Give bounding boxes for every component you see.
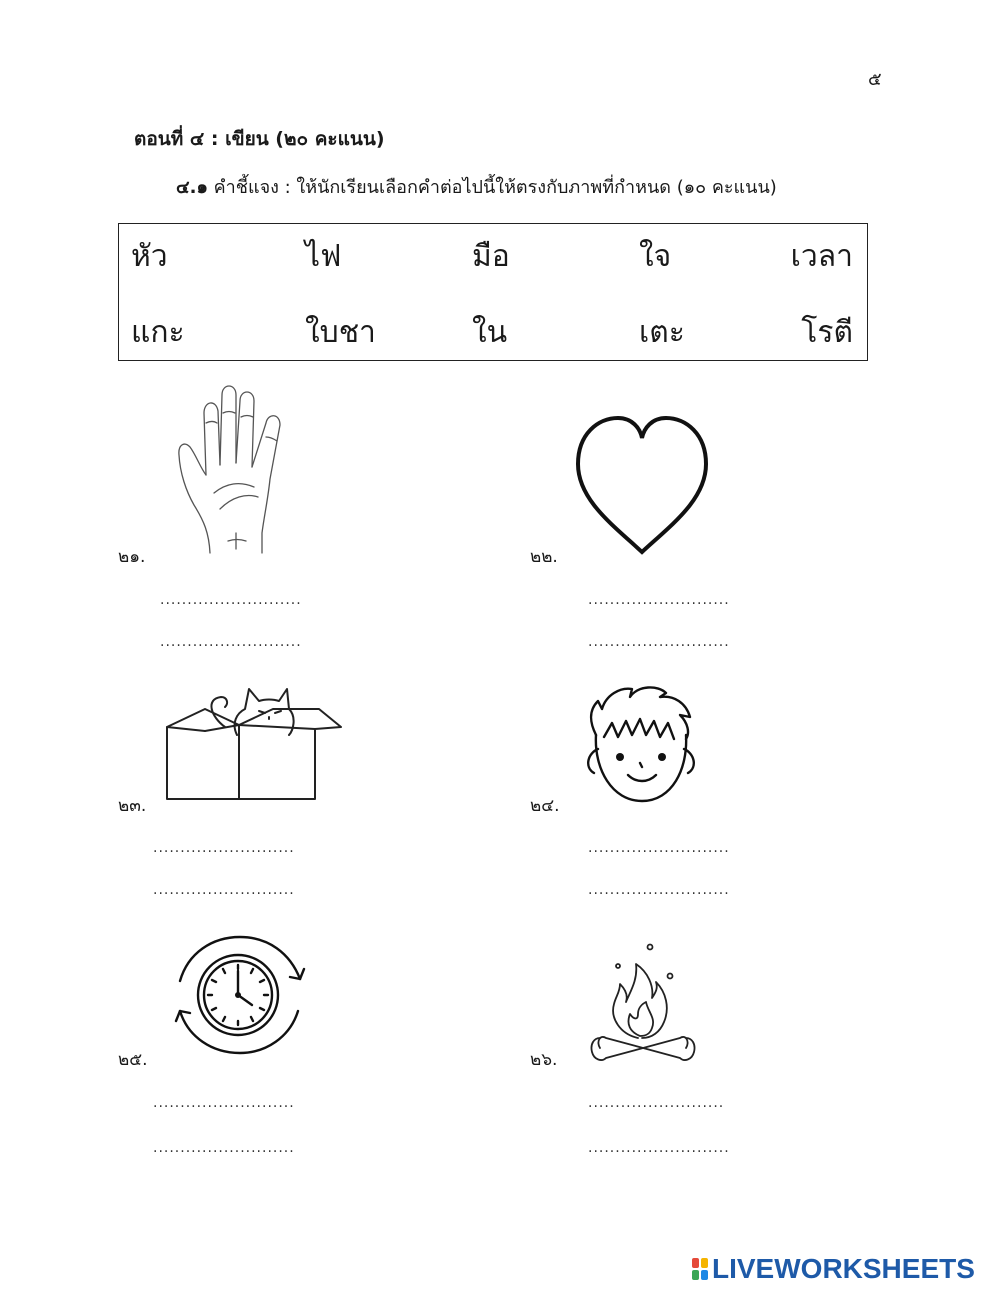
hand-icon bbox=[176, 383, 291, 555]
answer-blank[interactable]: ......................... bbox=[588, 1095, 725, 1111]
word-bank-item[interactable]: ใจ bbox=[639, 239, 672, 274]
word-bank bbox=[118, 223, 868, 361]
section-title: ตอนที่ ๔ : เขียน (๒๐ คะแนน) bbox=[134, 128, 385, 150]
clock-icon bbox=[172, 933, 307, 1058]
cat-in-box-icon bbox=[165, 679, 343, 801]
word-bank-item[interactable]: ใน bbox=[472, 315, 508, 350]
word-bank-item[interactable]: แกะ bbox=[131, 315, 185, 350]
question-number: ๒๖. bbox=[530, 1050, 558, 1070]
answer-blank[interactable]: .......................... bbox=[153, 840, 295, 856]
campfire-icon bbox=[590, 942, 696, 1064]
question-number: ๒๑. bbox=[118, 547, 146, 567]
word-bank-item[interactable]: เวลา bbox=[790, 239, 853, 274]
answer-blank[interactable]: .......................... bbox=[588, 840, 730, 856]
page-number: ๕ bbox=[868, 69, 882, 90]
answer-blank[interactable]: .......................... bbox=[153, 1095, 295, 1111]
word-bank-item[interactable]: ใบชา bbox=[305, 315, 376, 350]
question-number: ๒๒. bbox=[530, 547, 558, 567]
answer-blank[interactable]: .......................... bbox=[588, 592, 730, 608]
instruction-text: คำชี้แจง : ให้นักเรียนเลือกคำต่อไปนี้ให้ตรงกับภาพที่กำหนด (๑๐ คะแนน) bbox=[207, 177, 777, 198]
answer-blank[interactable]: .......................... bbox=[588, 634, 730, 650]
answer-blank[interactable]: .......................... bbox=[160, 592, 302, 608]
logo-mark-icon bbox=[692, 1258, 708, 1280]
instruction-number: ๔.๑ bbox=[176, 177, 208, 198]
question-number: ๒๔. bbox=[530, 796, 560, 816]
logo-text: LIVEWORKSHEETS bbox=[712, 1253, 975, 1284]
liveworksheets-logo[interactable] bbox=[692, 1254, 975, 1284]
answer-blank[interactable]: .......................... bbox=[153, 1140, 295, 1156]
word-bank-item[interactable]: โรตี bbox=[801, 315, 853, 350]
word-bank-item[interactable]: มือ bbox=[472, 239, 510, 274]
answer-blank[interactable]: .......................... bbox=[588, 1140, 730, 1156]
word-bank-item[interactable]: หัว bbox=[131, 239, 168, 274]
word-bank-item[interactable]: เตะ bbox=[639, 315, 685, 350]
word-bank-item[interactable]: ไฟ bbox=[305, 239, 342, 274]
question-number: ๒๓. bbox=[118, 796, 147, 816]
answer-blank[interactable]: .......................... bbox=[153, 882, 295, 898]
heart-icon bbox=[574, 412, 710, 556]
answer-blank[interactable]: .......................... bbox=[588, 882, 730, 898]
question-number: ๒๕. bbox=[118, 1050, 148, 1070]
boy-face-icon bbox=[582, 683, 700, 805]
answer-blank[interactable]: .......................... bbox=[160, 634, 302, 650]
instruction bbox=[176, 172, 777, 201]
